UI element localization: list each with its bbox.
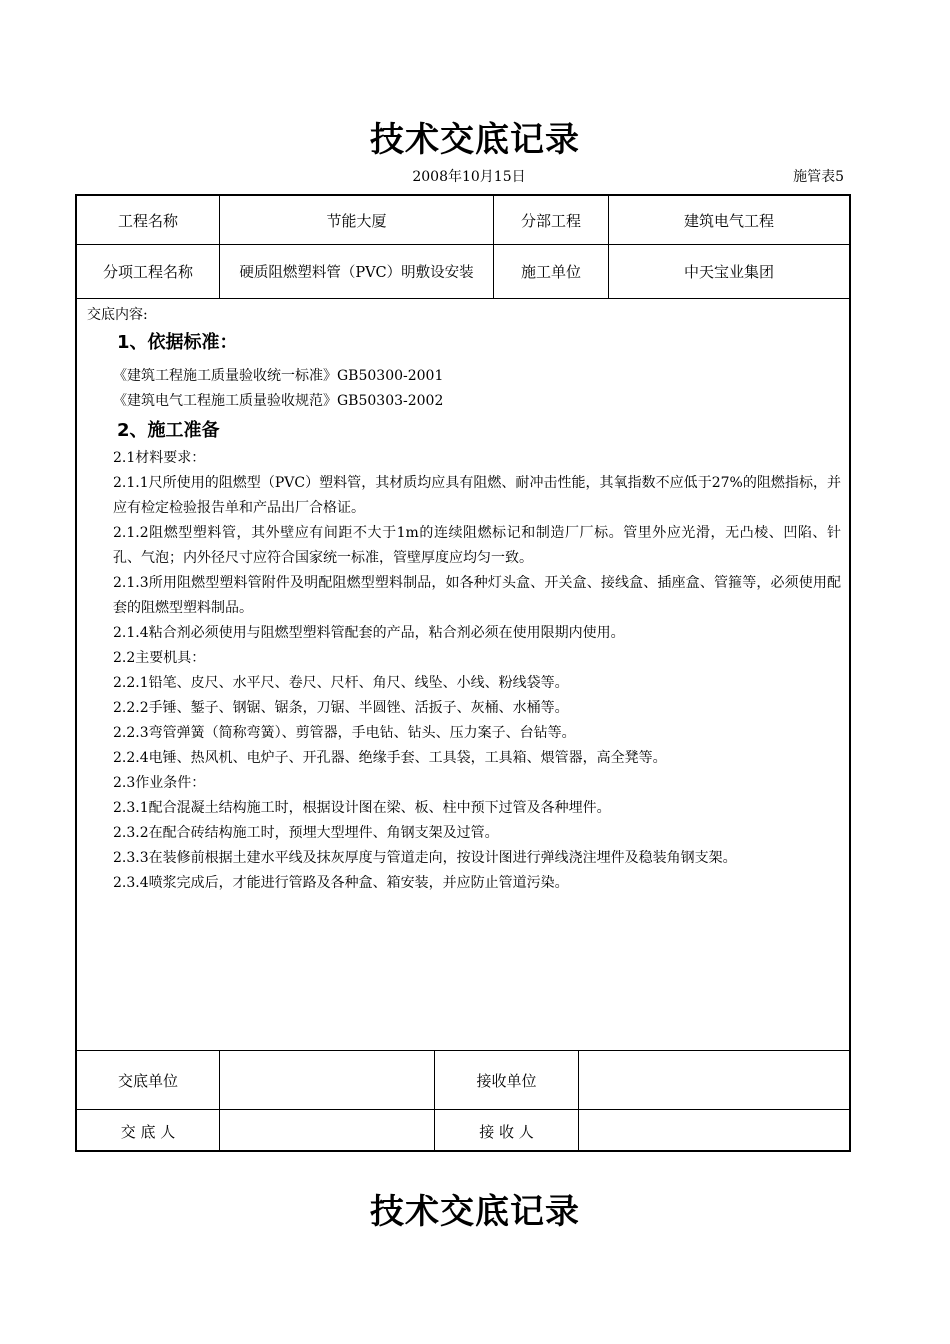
subitem-label: 分项工程名称 bbox=[102, 263, 193, 281]
project-name-label: 工程名称 bbox=[117, 211, 178, 230]
construction-unit-label: 施工单位 bbox=[520, 263, 581, 281]
content-line: 2.2主要机具： bbox=[113, 650, 206, 666]
content-line: 2.3.2在配合砖结构施工时，预埋大型埋件、角钢支架及过管。 bbox=[113, 825, 499, 841]
content-line: 2.3.3在装修前根据土建水平线及抹灰厚度与管道走向，按设计图进行弹线浇注埋件及稳装角钢支架。 bbox=[113, 850, 737, 866]
content-line: 2.1.2阻燃型塑料管，其外壁应有间距不大于1m的连续阻燃标记和制造厂厂标。管里外应光滑，无凸棱、凹陷、针孔、气泡；内外径尺寸应符合国家统一标准，管壁厚度应均匀一致。 bbox=[113, 525, 841, 566]
receive-unit-value[interactable] bbox=[579, 1051, 849, 1109]
content-line: 2.1.1尺所使用的阻燃型（PVC）塑料管，其材质均应具有阻燃、耐冲击性能，其氧指数不应低于27%的阻燃指标，并应有检定检验报告单和产品出厂合格证。 bbox=[113, 475, 841, 516]
division-label: 分部工程 bbox=[520, 211, 581, 230]
content-line: 2.3.4喷浆完成后，才能进行管路及各种盒、箱安装，并应防止管道污染。 bbox=[113, 875, 569, 891]
content-line: 2.2.4电锤、热风机、电炉子、开孔器、绝缘手套、工具袋，工具箱、煨管器，高全凳等。 bbox=[113, 750, 667, 766]
content-line: 2.3.1配合混凝土结构施工时，根据设计图在梁、板、柱中预下过管及各种埋件。 bbox=[113, 800, 611, 816]
receive-person-label: 接 收 人 bbox=[479, 1122, 534, 1141]
page-title: 技术交底记录 bbox=[370, 120, 580, 160]
page-title-next: 技术交底记录 bbox=[370, 1192, 580, 1232]
section-heading: 2、施工准备 bbox=[117, 420, 220, 441]
row-divider bbox=[77, 298, 849, 299]
handover-unit-value[interactable] bbox=[220, 1051, 434, 1109]
content-line: 2.1材料要求： bbox=[113, 450, 206, 466]
content-line: 2.1.4粘合剂必须使用与阻燃型塑料管配套的产品，粘合剂必须在使用限期内使用。 bbox=[113, 625, 625, 641]
section-heading: 1、依据标准： bbox=[117, 332, 238, 353]
division-value: 建筑电气工程 bbox=[683, 211, 774, 230]
receive-unit-label: 接收单位 bbox=[476, 1071, 537, 1090]
content-line: 2.2.1铅笔、皮尺、水平尺、卷尺、尺杆、角尺、线坠、小线、粉线袋等。 bbox=[113, 675, 569, 691]
content-line: 2.2.3弯管弹簧（简称弯簧）、剪管器，手电钻、钻头、压力案子、台钻等。 bbox=[113, 725, 576, 741]
handover-unit-label: 交底单位 bbox=[117, 1071, 178, 1090]
content-body bbox=[77, 300, 849, 896]
project-name-value: 节能大厦 bbox=[326, 211, 387, 230]
content-line: 2.1.3所用阻燃型塑料管附件及明配阻燃型塑料制品，如各种灯头盒、开关盒、接线盒、插座盒、管箍等，必须使用配套的阻燃型塑料制品。 bbox=[113, 575, 841, 616]
form-number: 施管表5 bbox=[793, 169, 844, 185]
content-line: 2.2.2手锤、錾子、钢锯、锯条，刀锯、半圆锉、活扳子、灰桶、水桶等。 bbox=[113, 700, 569, 716]
content-lines bbox=[113, 446, 841, 896]
content-intro: 交底内容: bbox=[87, 307, 148, 323]
content-line: 2.3作业条件： bbox=[113, 775, 206, 791]
receive-person-value[interactable] bbox=[579, 1110, 849, 1152]
standard-item: 《建筑工程施工质量验收统一标准》GB50300-2001 bbox=[113, 368, 444, 384]
standard-item: 《建筑电气工程施工质量验收规范》GB50303-2002 bbox=[113, 393, 444, 409]
subitem-value: 硬质阻燃塑料管（PVC）明敷设安装 bbox=[239, 265, 474, 281]
record-date: 2008年10月15日 bbox=[412, 169, 526, 185]
handover-person-label: 交 底 人 bbox=[120, 1122, 176, 1141]
record-table bbox=[75, 194, 851, 1152]
handover-person-value[interactable] bbox=[220, 1110, 434, 1152]
construction-unit-value: 中天宝业集团 bbox=[683, 263, 774, 281]
